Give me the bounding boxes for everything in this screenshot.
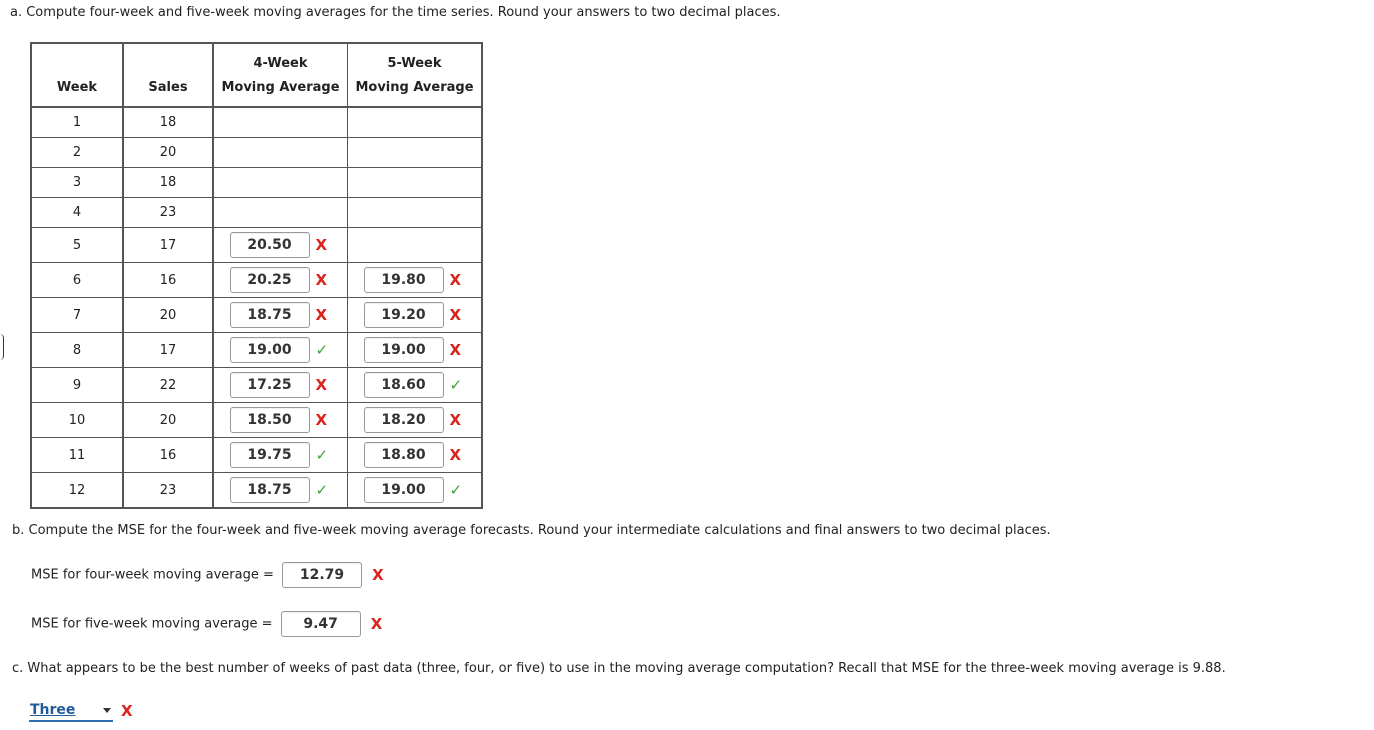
best-weeks-dropdown[interactable]: [29, 702, 113, 722]
answer-wrap: [364, 407, 466, 433]
answer-wrap: [230, 442, 332, 468]
wrong-x-icon: X: [449, 306, 462, 324]
five-week-input[interactable]: 19.20: [364, 302, 444, 328]
five-week-cell: [348, 298, 483, 333]
sales-cell: 20: [123, 138, 213, 168]
wrong-x-icon: X: [315, 376, 328, 394]
five-week-cell: [348, 333, 483, 368]
five-week-cell: [348, 368, 483, 403]
four-week-input[interactable]: 18.50: [230, 407, 310, 433]
wrong-x-icon: X: [315, 306, 328, 324]
sales-cell: 16: [123, 438, 213, 473]
sales-cell: 22: [123, 368, 213, 403]
table-row: [31, 438, 482, 473]
wrong-x-icon: X: [315, 411, 328, 429]
sales-cell: 18: [123, 168, 213, 198]
table-row: [31, 168, 482, 198]
mse-five-week-label: MSE for five-week moving average =: [31, 616, 273, 632]
answer-wrap: [230, 302, 332, 328]
check-icon: ✓: [449, 376, 463, 394]
week-cell: 11: [31, 438, 123, 473]
best-weeks-wrong-icon: X: [121, 702, 133, 720]
week-cell: 2: [31, 138, 123, 168]
five-week-cell: [348, 438, 483, 473]
answer-wrap: [230, 267, 332, 293]
mse-four-week-wrong-icon: X: [372, 566, 384, 584]
check-icon: ✓: [315, 341, 329, 359]
four-week-cell: [213, 298, 348, 333]
four-week-cell: [213, 228, 348, 263]
sales-cell: 18: [123, 107, 213, 138]
week-cell: 12: [31, 473, 123, 509]
wrong-x-icon: X: [449, 341, 462, 359]
table-row: [31, 138, 482, 168]
five-week-cell: [348, 263, 483, 298]
five-week-input[interactable]: 19.00: [364, 337, 444, 363]
sales-cell: 20: [123, 298, 213, 333]
week-cell: 5: [31, 228, 123, 263]
week-cell: 3: [31, 168, 123, 198]
header-four-week-line1: 4-Week: [253, 56, 308, 71]
wrong-x-icon: X: [315, 271, 328, 289]
sales-cell: 23: [123, 473, 213, 509]
week-cell: 10: [31, 403, 123, 438]
sales-cell: 20: [123, 403, 213, 438]
week-cell: 7: [31, 298, 123, 333]
wrong-x-icon: X: [449, 446, 462, 464]
four-week-cell: [213, 438, 348, 473]
mse-five-week-wrong-icon: X: [370, 615, 383, 633]
wrong-x-icon: X: [315, 236, 328, 254]
question-c: c. What appears to be the best number of weeks of past data (three, four, or five) to use in the moving average computation? Recall that MSE for the three-week moving average is 9.88.: [12, 661, 1226, 676]
four-week-input[interactable]: 20.50: [230, 232, 310, 258]
table-row: [31, 198, 482, 228]
header-four-week: [213, 43, 348, 107]
four-week-cell: [213, 107, 348, 138]
answer-wrap: [230, 232, 332, 258]
header-five-week-line1: 5-Week: [387, 56, 442, 71]
answer-wrap: [364, 442, 466, 468]
table-row: [31, 473, 482, 509]
answer-wrap: [230, 372, 332, 398]
week-cell: 8: [31, 333, 123, 368]
answer-wrap: [230, 337, 332, 363]
table-row: [31, 403, 482, 438]
header-week: Week: [31, 43, 123, 107]
five-week-cell: [348, 473, 483, 509]
four-week-cell: [213, 473, 348, 509]
wrong-x-icon: X: [449, 271, 462, 289]
four-week-cell: [213, 168, 348, 198]
table-row: [31, 368, 482, 403]
four-week-cell: [213, 368, 348, 403]
four-week-input[interactable]: 20.25: [230, 267, 310, 293]
header-five-week: [348, 43, 483, 107]
mse-five-week-row: [31, 611, 387, 637]
five-week-cell: [348, 107, 483, 138]
four-week-cell: [213, 263, 348, 298]
week-cell: 6: [31, 263, 123, 298]
four-week-cell: [213, 138, 348, 168]
five-week-cell: [348, 138, 483, 168]
mse-four-week-input[interactable]: 12.79: [282, 562, 362, 588]
five-week-cell: [348, 228, 483, 263]
question-a: a. Compute four-week and five-week moving averages for the time series. Round your answers to two decimal places.: [10, 5, 781, 20]
check-icon: ✓: [315, 481, 329, 499]
table-row: [31, 263, 482, 298]
five-week-input[interactable]: 18.60: [364, 372, 444, 398]
table-row: [31, 228, 482, 263]
header-sales: Sales: [123, 43, 213, 107]
answer-wrap: [364, 477, 466, 503]
five-week-cell: [348, 198, 483, 228]
sales-cell: 17: [123, 333, 213, 368]
five-week-input[interactable]: 18.20: [364, 407, 444, 433]
four-week-cell: [213, 198, 348, 228]
best-weeks-selected: Three: [30, 702, 76, 718]
five-week-input[interactable]: 19.80: [364, 267, 444, 293]
week-cell: 9: [31, 368, 123, 403]
sales-cell: 23: [123, 198, 213, 228]
four-week-cell: [213, 333, 348, 368]
check-icon: ✓: [315, 446, 329, 464]
left-edge-handle: [0, 334, 4, 360]
moving-average-table: [30, 42, 483, 509]
answer-wrap: [364, 372, 466, 398]
four-week-input[interactable]: 18.75: [230, 302, 310, 328]
check-icon: ✓: [449, 481, 463, 499]
answer-wrap: [230, 477, 332, 503]
four-week-input[interactable]: 19.75: [230, 442, 310, 468]
four-week-input[interactable]: 19.00: [230, 337, 310, 363]
five-week-input[interactable]: 19.00: [364, 477, 444, 503]
week-cell: 1: [31, 107, 123, 138]
mse-four-week-label: MSE for four-week moving average =: [31, 567, 274, 583]
question-b: b. Compute the MSE for the four-week and five-week moving average forecasts. Round your intermediate calculations and final answers to two decimal places.: [12, 523, 1051, 538]
header-five-week-line2: Moving Average: [355, 80, 474, 95]
mse-five-week-input[interactable]: 9.47: [281, 611, 361, 637]
five-week-cell: [348, 168, 483, 198]
answer-wrap: [230, 407, 332, 433]
table-row: [31, 107, 482, 138]
header-four-week-line2: Moving Average: [221, 80, 340, 95]
wrong-x-icon: X: [449, 411, 462, 429]
four-week-cell: [213, 403, 348, 438]
five-week-cell: [348, 403, 483, 438]
sales-cell: 16: [123, 263, 213, 298]
mse-four-week-row: [31, 562, 388, 588]
answer-wrap: [364, 302, 466, 328]
table-row: [31, 298, 482, 333]
chevron-down-icon: [103, 708, 111, 713]
five-week-input[interactable]: 18.80: [364, 442, 444, 468]
answer-wrap: [364, 267, 466, 293]
table-row: [31, 333, 482, 368]
week-cell: 4: [31, 198, 123, 228]
sales-cell: 17: [123, 228, 213, 263]
four-week-input[interactable]: 17.25: [230, 372, 310, 398]
answer-wrap: [364, 337, 466, 363]
four-week-input[interactable]: 18.75: [230, 477, 310, 503]
